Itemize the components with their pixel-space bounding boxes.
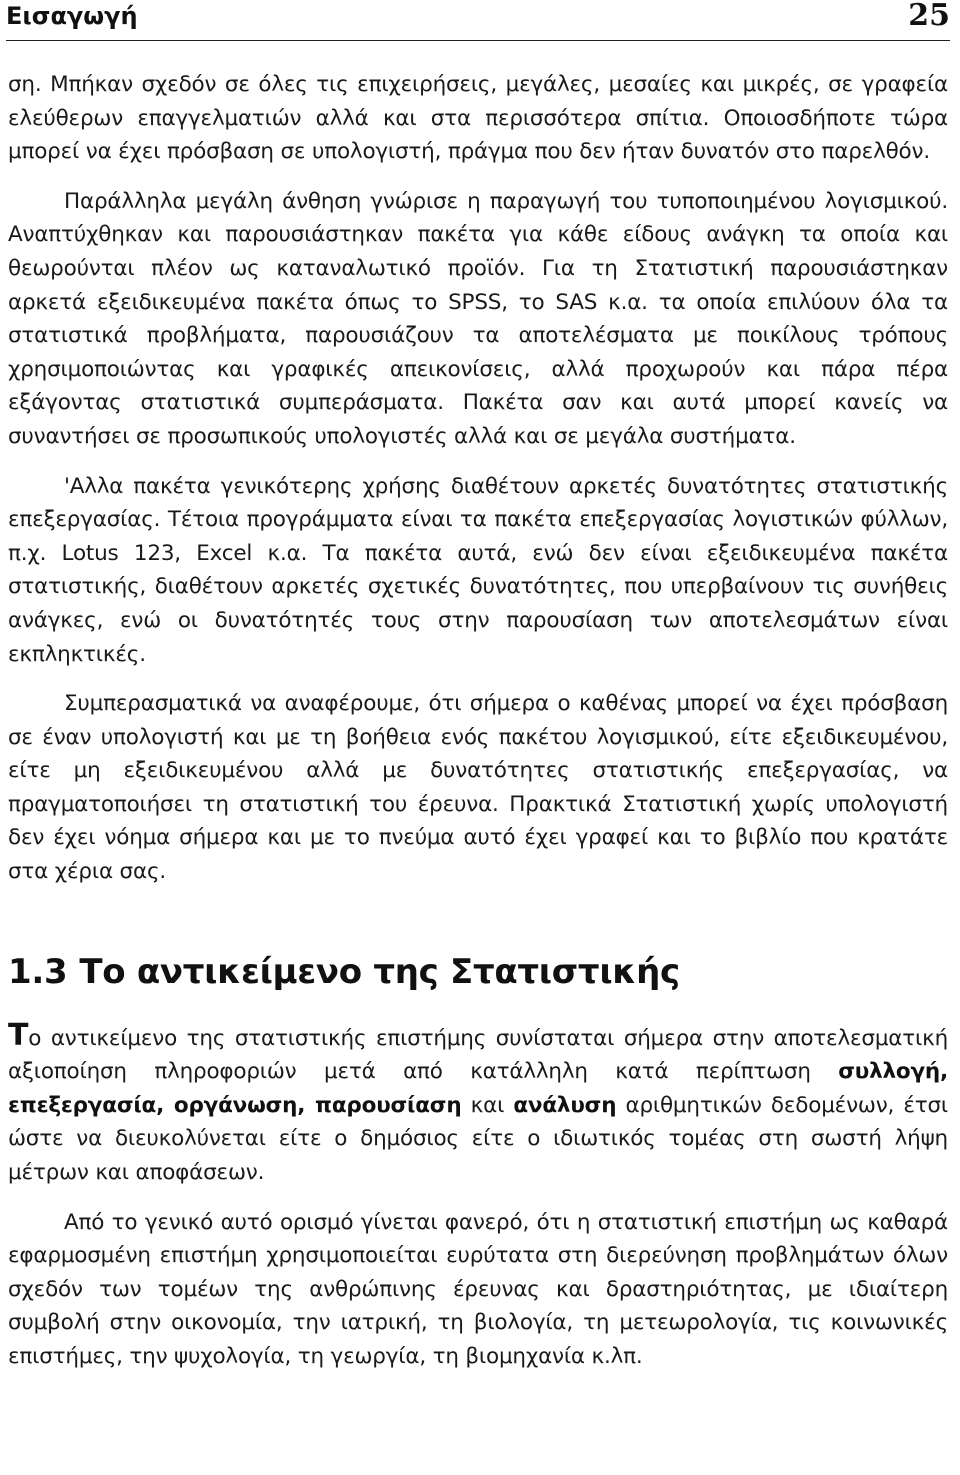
section-number: 1.3 — [8, 951, 68, 992]
definition-bold-analysis: ανάλυση — [513, 1092, 617, 1118]
running-header — [6, 0, 950, 41]
section-paragraph-definition — [8, 1019, 948, 1190]
paragraph-software: Παράλληλα μεγάλη άνθηση γνώρισε η παραγωγή του τυποποιημένου λογισμικού. Αναπτύχθηκαν και παρουσιάστηκαν πακέτα για κάθε είδους ανάγκη τα οποία και θεωρούνται πλέον ως καταναλωτικό προϊόν. Για τη Στατιστική παρουσιάστηκαν αρκετά εξειδικευμένα πακέτα όπως το SPSS, το SAS κ.α. τα οποία επιλύουν όλα τα στατιστικά προβλήματα, παρουσιάζουν τα αποτελέσματα με ποικίλους τρόπους χρησιμοποιώντας και γραφικές απεικονίσεις, αλλά προχωρούν και πάρα πέρα εξάγοντας στατιστικά συμπεράσματα. Πακέτα σαν και αυτά μπορεί κανείς να συναντήσει σε προσωπικούς υπολογιστές αλλά και σε μεγάλα συστήματα. — [8, 188, 948, 449]
section-heading — [8, 951, 948, 993]
chapter-title: Εισαγωγή — [6, 2, 138, 30]
page-number: 25 — [908, 0, 950, 33]
paragraph-continued: ση. Μπήκαν σχεδόν σε όλες τις επιχειρήσεις, μεγάλες, μεσαίες και μικρές, σε γραφεία ελεύθερων επαγγελματιών αλλά και στα περισσότερα σπίτια. Οποιοσδήποτε τώρα μπορεί να έχει πρόσβαση σε υπολογιστή, πράγμα που δεν ήταν δυνατόν στο παρελθόν. — [8, 72, 948, 165]
body-text — [8, 68, 948, 1390]
definition-end: αριθμητικών δεδομένων, έτσι ώστε να διευκολύνεται είτε ο δημόσιος είτε ο ιδιωτικός τομέας στη σωστή λήψη μέτρων και αποφάσεων. — [8, 1092, 949, 1186]
paragraph-general-packages: 'Αλλα πακέτα γενικότερης χρήσης διαθέτουν αρκετές δυνατότητες στατιστικής επεξεργασίας. Τέτοια προγράμματα είναι τα πακέτα επεξεργασίας λογιστικών φύλλων, π.χ. Lotus 123, Excel κ.α. Τα πακέτα αυτά, ενώ δεν είναι εξειδικευμένα πακέτα στατιστικής, διαθέτουν αρκετές σχετικές δυνατότητες, που υπερβαίνουν τις συνήθεις ανάγκες, ενώ οι δυνατότητές τους στην παρουσίαση των αποτελεσμάτων είναι εκπληκτικές. — [8, 473, 948, 667]
paragraph-conclusion: Συμπερασματικά να αναφέρουμε, ότι σήμερα ο καθένας μπορεί να έχει πρόσβαση σε έναν υπολογιστή και με τη βοήθεια ενός πακέτου λογισμικού, είτε εξειδικευμένου, είτε μη εξειδικευμένου αλλά με δυνατότητες στατιστικής επεξεργασίας, να πραγματοποιήσει τη στατιστική του έρευνα. Πρακτικά Στατιστική χωρίς υπολογιστή δεν έχει νόημα σήμερα και με το πνεύμα αυτό έχει γραφεί και το βιβλίο που κρατάτε στα χέρια σας. — [8, 691, 948, 885]
definition-intro: ο αντικείμενο της στατιστικής επιστήμης συνίσταται σήμερα στην αποτελεσματική αξιοποίηση πληροφοριών μετά από κατάλληλη κατά περίπτωση — [8, 1025, 948, 1085]
section-title: Το αντικείμενο της Στατιστικής — [79, 951, 680, 992]
drop-letter: Τ — [8, 1017, 29, 1053]
section-paragraph-applications: Από το γενικό αυτό ορισμό γίνεται φανερό, ότι η στατιστική επιστήμη ως καθαρά εφαρμοσμένη επιστήμη χρησιμοποιείται ευρύτατα στη διερεύνηση προβλημάτων όλων σχεδόν των τομέων της ανθρώπινης έρευνας και δραστηριότητας, με ιδιαίτερη συμβολή στην οικονομία, την ιατρική, τη βιολογία, τη μετεωρολογία, τις κοινωνικές επιστήμες, την ψυχολογία, τη γεωργία, τη βιομηχανία κ.λπ. — [8, 1209, 948, 1369]
definition-bold-terms: συλλογή, επεξεργασία, οργάνωση, παρουσίαση — [8, 1059, 948, 1118]
definition-conjunction: και — [461, 1092, 514, 1118]
